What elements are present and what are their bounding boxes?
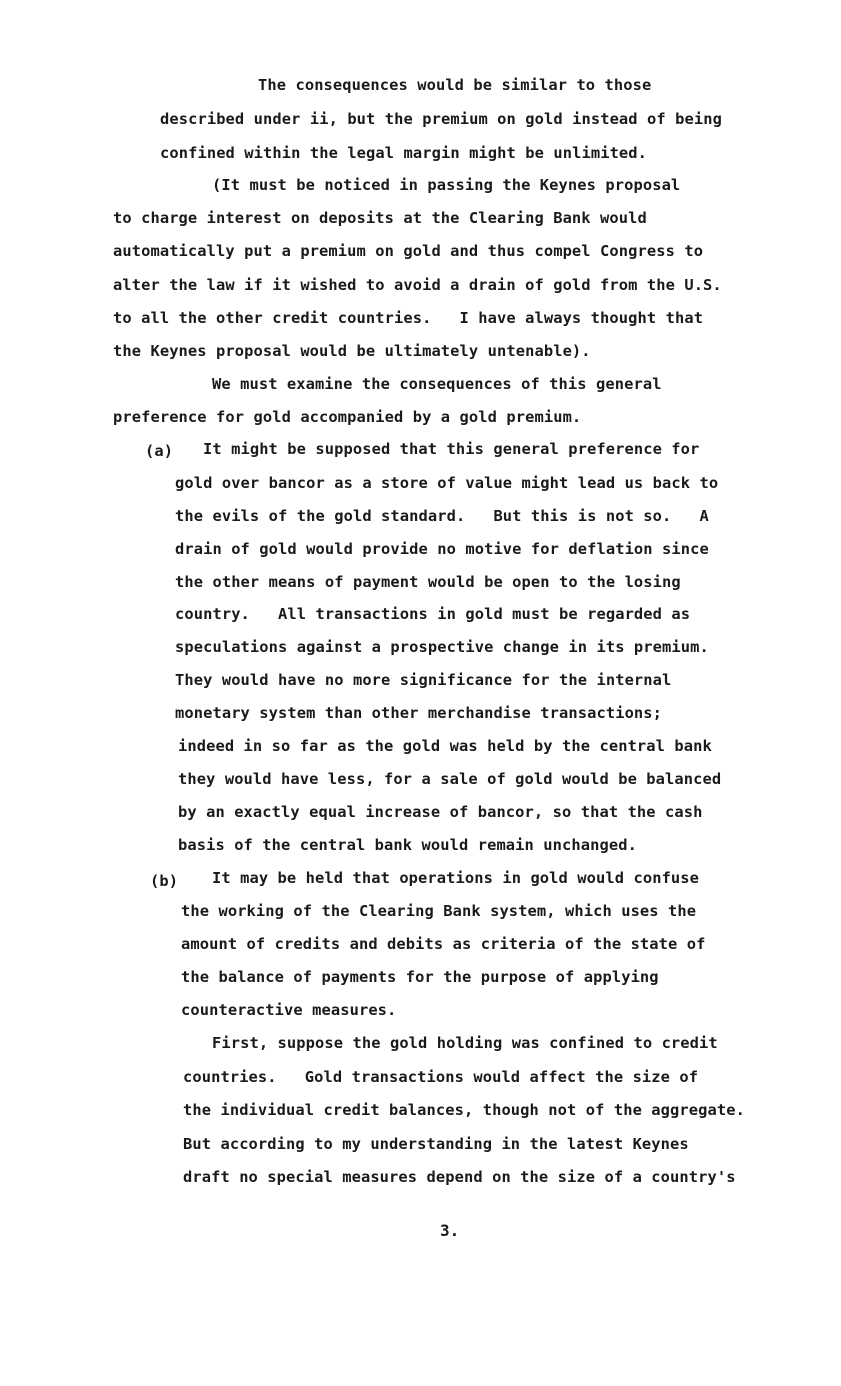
para2-line-1: (It must be noticed in passing the Keynes proposal	[212, 176, 681, 194]
para4-line-3: the individual credit balances, though not of the aggregate.	[183, 1101, 745, 1119]
para1-line-2: described under ii, but the premium on gold instead of being	[160, 110, 722, 128]
item-a-marker: (a)	[145, 442, 174, 460]
para1-line-3: confined within the legal margin might be unlimited.	[160, 144, 648, 162]
para4-line-5: draft no special measures depend on the size of a country's	[183, 1168, 736, 1186]
item-a-line-10: indeed in so far as the gold was held by the central bank	[178, 737, 712, 755]
item-a-line-12: by an exactly equal increase of bancor, so that the cash	[178, 803, 703, 821]
item-a-line-3: the evils of the gold standard. But this is not so. A	[175, 507, 709, 525]
para4-line-4: But according to my understanding in the latest Keynes	[183, 1135, 689, 1153]
item-b-line-3: amount of credits and debits as criteria of the state of	[181, 935, 706, 953]
para2-line-6: the Keynes proposal would be ultimately untenable).	[113, 342, 591, 360]
item-a-line-1: It might be supposed that this general preference for	[203, 440, 700, 458]
para1-line-1: The consequences would be similar to those	[258, 76, 652, 94]
para2-line-2: to charge interest on deposits at the Clearing Bank would	[113, 209, 647, 227]
para3-line-1: We must examine the consequences of this general	[212, 375, 662, 393]
item-a-line-5: the other means of payment would be open to the losing	[175, 573, 681, 591]
item-b-marker: (b)	[150, 872, 179, 890]
para2-line-4: alter the law if it wished to avoid a drain of gold from the U.S.	[113, 276, 722, 294]
page-number: 3.	[440, 1221, 460, 1240]
item-b-line-4: the balance of payments for the purpose of applying	[181, 968, 659, 986]
item-a-line-13: basis of the central bank would remain unchanged.	[178, 836, 637, 854]
item-a-line-11: they would have less, for a sale of gold would be balanced	[178, 770, 722, 788]
item-b-line-5: counteractive measures.	[181, 1001, 397, 1019]
item-b-line-2: the working of the Clearing Bank system, which uses the	[181, 902, 697, 920]
para2-line-5: to all the other credit countries. I have always thought that	[113, 309, 704, 327]
item-a-line-8: They would have no more significance for the internal	[175, 671, 672, 689]
item-a-line-7: speculations against a prospective change in its premium.	[175, 638, 709, 656]
para4-line-2: countries. Gold transactions would affect the size of	[183, 1068, 699, 1086]
para3-line-2: preference for gold accompanied by a gold premium.	[113, 408, 582, 426]
item-a-line-9: monetary system than other merchandise transactions;	[175, 704, 663, 722]
item-b-line-1: It may be held that operations in gold would confuse	[212, 869, 700, 887]
para4-line-1: First, suppose the gold holding was confined to credit	[212, 1034, 718, 1052]
item-a-line-4: drain of gold would provide no motive for deflation since	[175, 540, 709, 558]
item-a-line-6: country. All transactions in gold must be regarded as	[175, 605, 691, 623]
para2-line-3: automatically put a premium on gold and thus compel Congress to	[113, 242, 704, 260]
item-a-line-2: gold over bancor as a store of value might lead us back to	[175, 474, 719, 492]
